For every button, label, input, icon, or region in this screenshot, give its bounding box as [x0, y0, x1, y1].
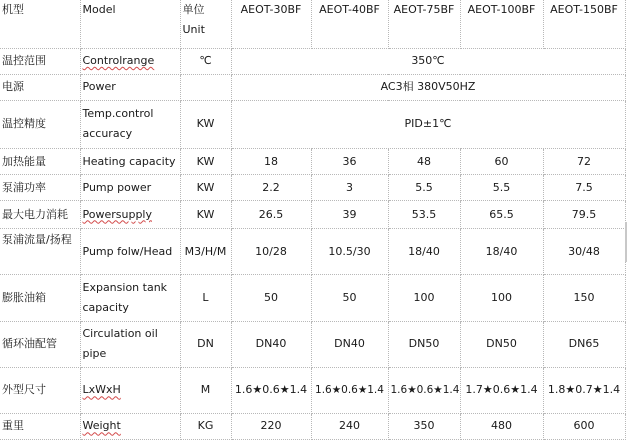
value-cell: 3 — [311, 175, 388, 201]
row-label-cn: 电源 — [0, 74, 80, 100]
table-row — [0, 100, 625, 148]
row-unit: KW — [180, 175, 231, 201]
row-unit — [180, 74, 231, 100]
row-label-en: Pump power — [80, 175, 180, 201]
value-cell: 18/40 — [460, 229, 543, 275]
merged-value: 350℃ — [231, 48, 625, 74]
value-cell: 100 — [460, 275, 543, 321]
row-label-cn: 温控精度 — [0, 100, 80, 148]
row-label-en — [80, 367, 180, 413]
row-unit: ℃ — [180, 48, 231, 74]
value-cell: 10/28 — [231, 229, 311, 275]
header-model: AEOT-75BF — [388, 0, 460, 48]
row-unit: M3/H/M — [180, 229, 231, 275]
value-cell: 48 — [388, 148, 460, 174]
value-cell: 2.2 — [231, 175, 311, 201]
row-label-cn: 最大电力消耗 — [0, 201, 80, 229]
table-row — [0, 413, 625, 439]
table-row — [0, 48, 625, 74]
header-en: Model — [80, 0, 180, 48]
table-row — [0, 229, 625, 275]
header-model: AEOT-30BF — [231, 0, 311, 48]
value-cell: 350 — [388, 413, 460, 439]
value-cell: 480 — [460, 413, 543, 439]
merged-value: AC3相 380V50HZ — [231, 74, 625, 100]
row-unit: KW — [180, 201, 231, 229]
row-label-en — [80, 201, 180, 229]
value-cell: 18/40 — [388, 229, 460, 275]
value-cell: DN40 — [231, 321, 311, 367]
value-cell: 50 — [231, 275, 311, 321]
value-cell: DN50 — [388, 321, 460, 367]
row-label-cn: 泵浦功率 — [0, 175, 80, 201]
row-label-en: Pump folw/Head — [80, 229, 180, 275]
value-cell: 150 — [543, 275, 625, 321]
row-label-en: Circulation oil pipe — [80, 321, 180, 367]
table-row — [0, 321, 625, 367]
row-label-en — [80, 48, 180, 74]
row-unit: KW — [180, 100, 231, 148]
row-label-cn: 循环油配管 — [0, 321, 80, 367]
table-row — [0, 74, 625, 100]
row-label-en: Expansion tank capacity — [80, 275, 180, 321]
table-row — [0, 175, 625, 201]
value-cell: 5.5 — [460, 175, 543, 201]
spellcheck-flagged-text: Controlrange — [82, 54, 155, 68]
row-unit: DN — [180, 321, 231, 367]
row-label-cn: 重里 — [0, 413, 80, 439]
merged-value: PID±1℃ — [231, 100, 625, 148]
value-cell: 30/48 — [543, 229, 625, 275]
header-model: AEOT-150BF — [543, 0, 625, 48]
row-label-cn: 温控范围 — [0, 48, 80, 74]
value-cell: 10.5/30 — [311, 229, 388, 275]
value-cell: 60 — [460, 148, 543, 174]
value-cell: 18 — [231, 148, 311, 174]
value-cell: 7.5 — [543, 175, 625, 201]
value-cell: 50 — [311, 275, 388, 321]
row-label-cn: 泵浦流量/扬程 — [0, 229, 80, 275]
scrollbar-marker[interactable] — [625, 222, 627, 262]
row-label-en: Heating capacity — [80, 148, 180, 174]
value-cell: 220 — [231, 413, 311, 439]
row-label-cn: 外型尺寸 — [0, 367, 80, 413]
value-cell: 39 — [311, 201, 388, 229]
table-row — [0, 367, 625, 413]
value-cell: 53.5 — [388, 201, 460, 229]
header-unit: 单位 Unit — [180, 0, 231, 48]
value-cell: 26.5 — [231, 201, 311, 229]
header-row — [0, 0, 625, 48]
row-label-en — [80, 413, 180, 439]
header-cn: 机型 — [0, 0, 80, 48]
spellcheck-flagged-text: Powersupply — [82, 207, 152, 221]
value-cell: 5.5 — [388, 175, 460, 201]
header-model: AEOT-40BF — [311, 0, 388, 48]
row-unit: M — [180, 367, 231, 413]
value-cell: 600 — [543, 413, 625, 439]
value-cell: 65.5 — [460, 201, 543, 229]
row-unit: KG — [180, 413, 231, 439]
value-cell: DN40 — [311, 321, 388, 367]
value-cell: 36 — [311, 148, 388, 174]
header-model: AEOT-100BF — [460, 0, 543, 48]
table-row — [0, 275, 625, 321]
value-cell: 1.8★0.7★1.4 — [543, 367, 625, 413]
value-cell: 240 — [311, 413, 388, 439]
row-label-cn: 加热能量 — [0, 148, 80, 174]
row-unit: KW — [180, 148, 231, 174]
value-cell: 1.6★0.6★1.4 — [311, 367, 388, 413]
row-label-en: Power — [80, 74, 180, 100]
value-cell: DN50 — [460, 321, 543, 367]
value-cell: 79.5 — [543, 201, 625, 229]
spellcheck-flagged-text: Weight — [82, 419, 121, 433]
row-label-en: Temp.control accuracy — [80, 100, 180, 148]
spellcheck-flagged-text: LxWxH — [82, 383, 121, 397]
row-unit: L — [180, 275, 231, 321]
table-row — [0, 201, 625, 229]
value-cell: 1.7★0.6★1.4 — [460, 367, 543, 413]
table-row — [0, 148, 625, 174]
value-cell: DN65 — [543, 321, 625, 367]
value-cell: 100 — [388, 275, 460, 321]
row-label-cn: 膨胀油箱 — [0, 275, 80, 321]
value-cell: 72 — [543, 148, 625, 174]
value-cell: 1.6★0.6★1.4 — [388, 367, 460, 413]
value-cell: 1.6★0.6★1.4 — [231, 367, 311, 413]
